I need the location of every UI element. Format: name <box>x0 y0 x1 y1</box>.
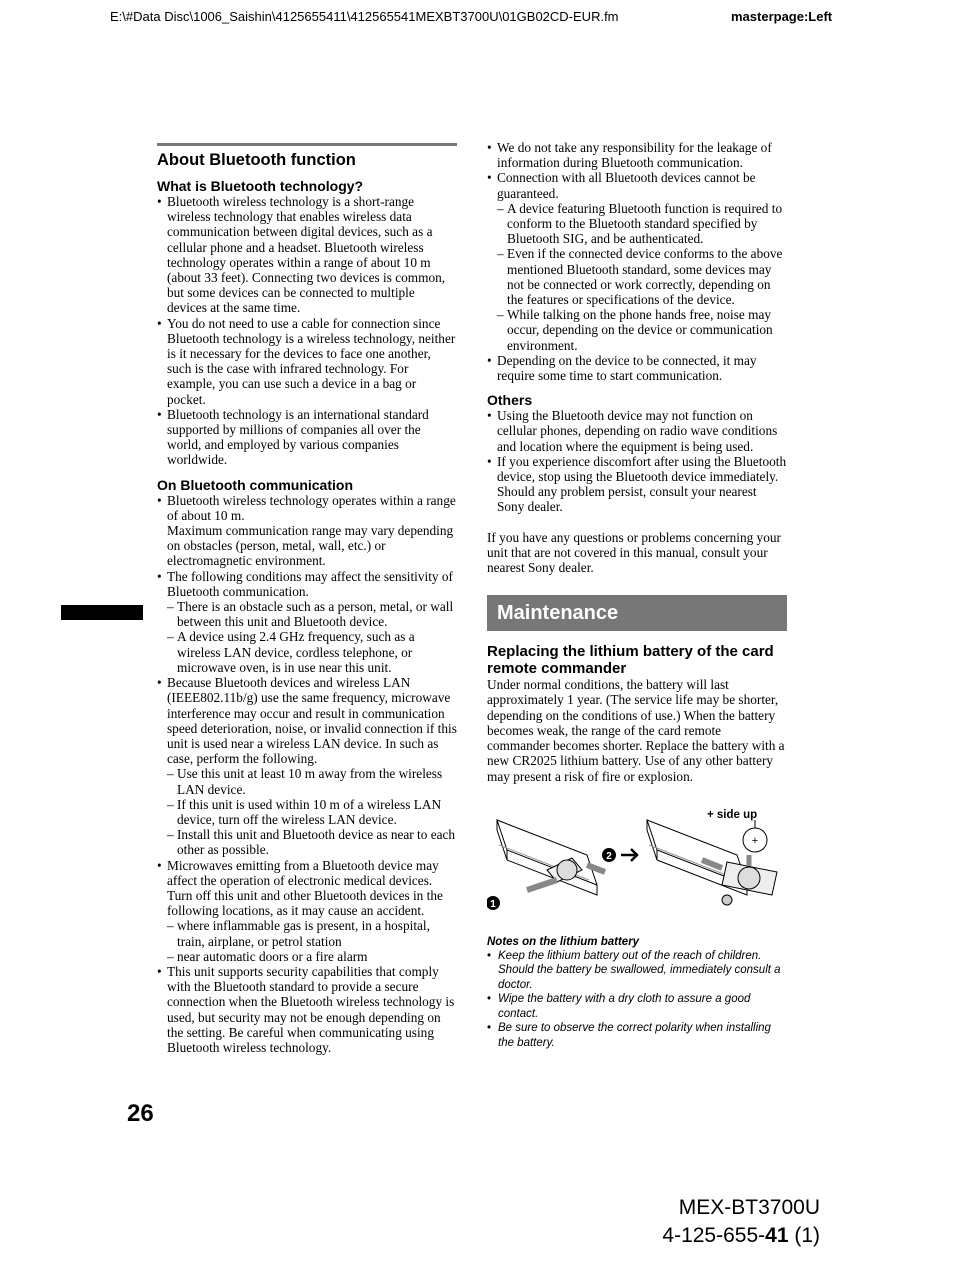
section-rule <box>157 143 457 146</box>
list-item: • Using the Bluetooth device may not function on cellular phones, depending on radio wave conditions and location where the equipment is being used. <box>487 408 787 454</box>
page-number: 26 <box>127 1100 154 1127</box>
others-list <box>487 408 787 514</box>
sub-list <box>167 766 457 857</box>
sub-list-item: – where inflammable gas is present, in a hospital, train, airplane, or petrol station <box>167 918 457 948</box>
list-item: • If you experience discomfort after using the Bluetooth device, stop using the Bluetooth device immediately. Should any problem persist, consult your nearest Sony dealer. <box>487 454 787 515</box>
list-item <box>157 858 457 964</box>
list-item: • Bluetooth technology is an international standard supported by millions of companies all over the world, and employed by various companies worldwide. <box>157 407 457 468</box>
list-item <box>157 675 457 857</box>
sub-list-item: – near automatic doors or a fire alarm <box>167 949 457 964</box>
sub-list-item: – There is an obstacle such as a person, metal, or wall between this unit and Bluetooth device. <box>167 599 457 629</box>
list-item-text: • Bluetooth wireless technology operates within a range of about 10 m. <box>167 492 456 523</box>
sub-list <box>167 599 457 675</box>
model-part-number: 4-125-655-41 (1) <box>662 1224 820 1247</box>
sub-list <box>167 918 457 964</box>
list-item-text: • Connection with all Bluetooth devices cannot be guaranteed. <box>497 170 756 201</box>
battery-figure <box>487 800 787 925</box>
list-item <box>157 569 457 675</box>
list-item-text: Maximum communication range may vary depending on obstacles (person, metal, wall, etc.) or electromagnetic environment. <box>167 523 454 569</box>
sub-list-item: – Install this unit and Bluetooth device as near to each other as possible. <box>167 827 457 857</box>
comm-list-continued <box>487 140 787 383</box>
list-item: • We do not take any responsibility for the leakage of information during Bluetooth communication. <box>487 140 787 170</box>
sub-list-item: – While talking on the phone hands free, noise may occur, depending on the device or communication environment. <box>497 307 787 353</box>
sub-list-item: – A device featuring Bluetooth function is required to conform to the Bluetooth standard specified by Bluetooth SIG, and be authenticated. <box>497 201 787 247</box>
step-1-number: 1 <box>490 898 496 910</box>
right-column <box>487 140 787 1050</box>
section-tab-marker <box>61 605 143 620</box>
header-file-path: E:\#Data Disc\1006_Saishin\4125655411\412565541MEXBT3700U\01GB02CD-EUR.fm <box>110 9 619 24</box>
list-item-text: • The following conditions may affect the sensitivity of Bluetooth communication. <box>167 568 453 599</box>
notes-title: Notes on the lithium battery <box>487 935 640 948</box>
list-item <box>157 493 457 569</box>
sub-list-item: – Even if the connected device conforms to the above mentioned Bluetooth standard, some devices may not be connected or work correctly, depending on the features or specifications of the device. <box>497 246 787 307</box>
list-item: • Bluetooth wireless technology is a short-range wireless technology that enables wireless data communication between digital devices, such as a cellular phone and a headset. Bluetooth wireless technology operates within a range of about 10 m (about 33 feet). Connecting two devices is common, but some devices can be connected to multiple devices at the same time. <box>157 194 457 316</box>
left-column <box>157 143 457 1055</box>
header-masterpage: masterpage:Left <box>731 9 833 24</box>
note-item: • Be sure to observe the correct polarity when installing the battery. <box>487 1021 787 1050</box>
step-2-number: 2 <box>606 850 612 862</box>
battery-heading: Replacing the lithium battery of the card remote commander <box>487 643 774 678</box>
list-item: • Depending on the device to be connected, it may require some time to start communication. <box>487 353 787 383</box>
sub-list-item: – A device using 2.4 GHz frequency, such as a wireless LAN device, cordless telephone, or microwave oven, is in use near this unit. <box>167 629 457 675</box>
list-item <box>487 170 787 352</box>
sub-list-item: – If this unit is used within 10 m of a wireless LAN device, turn off the wireless LAN device. <box>167 797 457 827</box>
others-heading: Others <box>487 392 533 409</box>
note-item: • Keep the lithium battery out of the reach of children. Should the battery be swallowed, immediately consult a doctor. <box>487 949 787 993</box>
what-list <box>157 194 457 468</box>
sub-list-item: – Use this unit at least 10 m away from the wireless LAN device. <box>167 766 457 796</box>
maintenance-banner: Maintenance <box>487 595 787 631</box>
list-item-text: • Microwaves emitting from a Bluetooth device may affect the operation of electronic medical devices. Turn off this unit and other Bluetooth devices in the following locations, as it may cause an accident. <box>167 857 443 919</box>
arrow-right-icon <box>621 849 637 861</box>
list-item-text: • Because Bluetooth devices and wireless LAN (IEEE802.11b/g) use the same frequency, microwave interference may occur and result in communication speed deterioration, noise, or invalid connection if this unit is used near a wireless LAN device. In such as case, perform the following. <box>167 675 457 767</box>
svg-text:+: + <box>751 834 759 847</box>
what-heading: What is Bluetooth technology? <box>157 178 364 194</box>
side-up-label: + side up <box>707 808 758 821</box>
model-info <box>662 1194 820 1250</box>
notes-list <box>487 949 787 1051</box>
section-title: About Bluetooth function <box>157 151 356 169</box>
battery-paragraph: Under normal conditions, the battery will last approximately 1 year. (The service life may be shorter, depending on the conditions of use.) When the battery becomes weak, the range of the card remote commander becomes shorter. Replace the battery with a new CR2025 lithium battery. Use of any other battery may present a risk of fire or explosion. <box>487 677 785 784</box>
model-name: MEX-BT3700U <box>678 1196 820 1219</box>
note-item: • Wipe the battery with a dry cloth to assure a good contact. <box>487 992 787 1021</box>
comm-list <box>157 493 457 1056</box>
list-item: • This unit supports security capabilities that comply with the Bluetooth standard to provide a secure connection when the Bluetooth wireless technology is used, but security may not be enough depending on the setting. Be careful when communicating using Bluetooth wireless technology. <box>157 964 457 1055</box>
sub-list <box>497 201 787 353</box>
battery-replacement-illustration <box>487 800 787 925</box>
list-item: • You do not need to use a cable for connection since Bluetooth technology is a wireless technology, neither is it necessary for the devices to face one another, such is the case with infrared technology. For example, you can use such a device in a bag or pocket. <box>157 316 457 407</box>
comm-heading: On Bluetooth communication <box>157 476 353 493</box>
questions-paragraph: If you have any questions or problems concerning your unit that are not covered in this manual, consult your nearest Sony dealer. <box>487 529 781 576</box>
